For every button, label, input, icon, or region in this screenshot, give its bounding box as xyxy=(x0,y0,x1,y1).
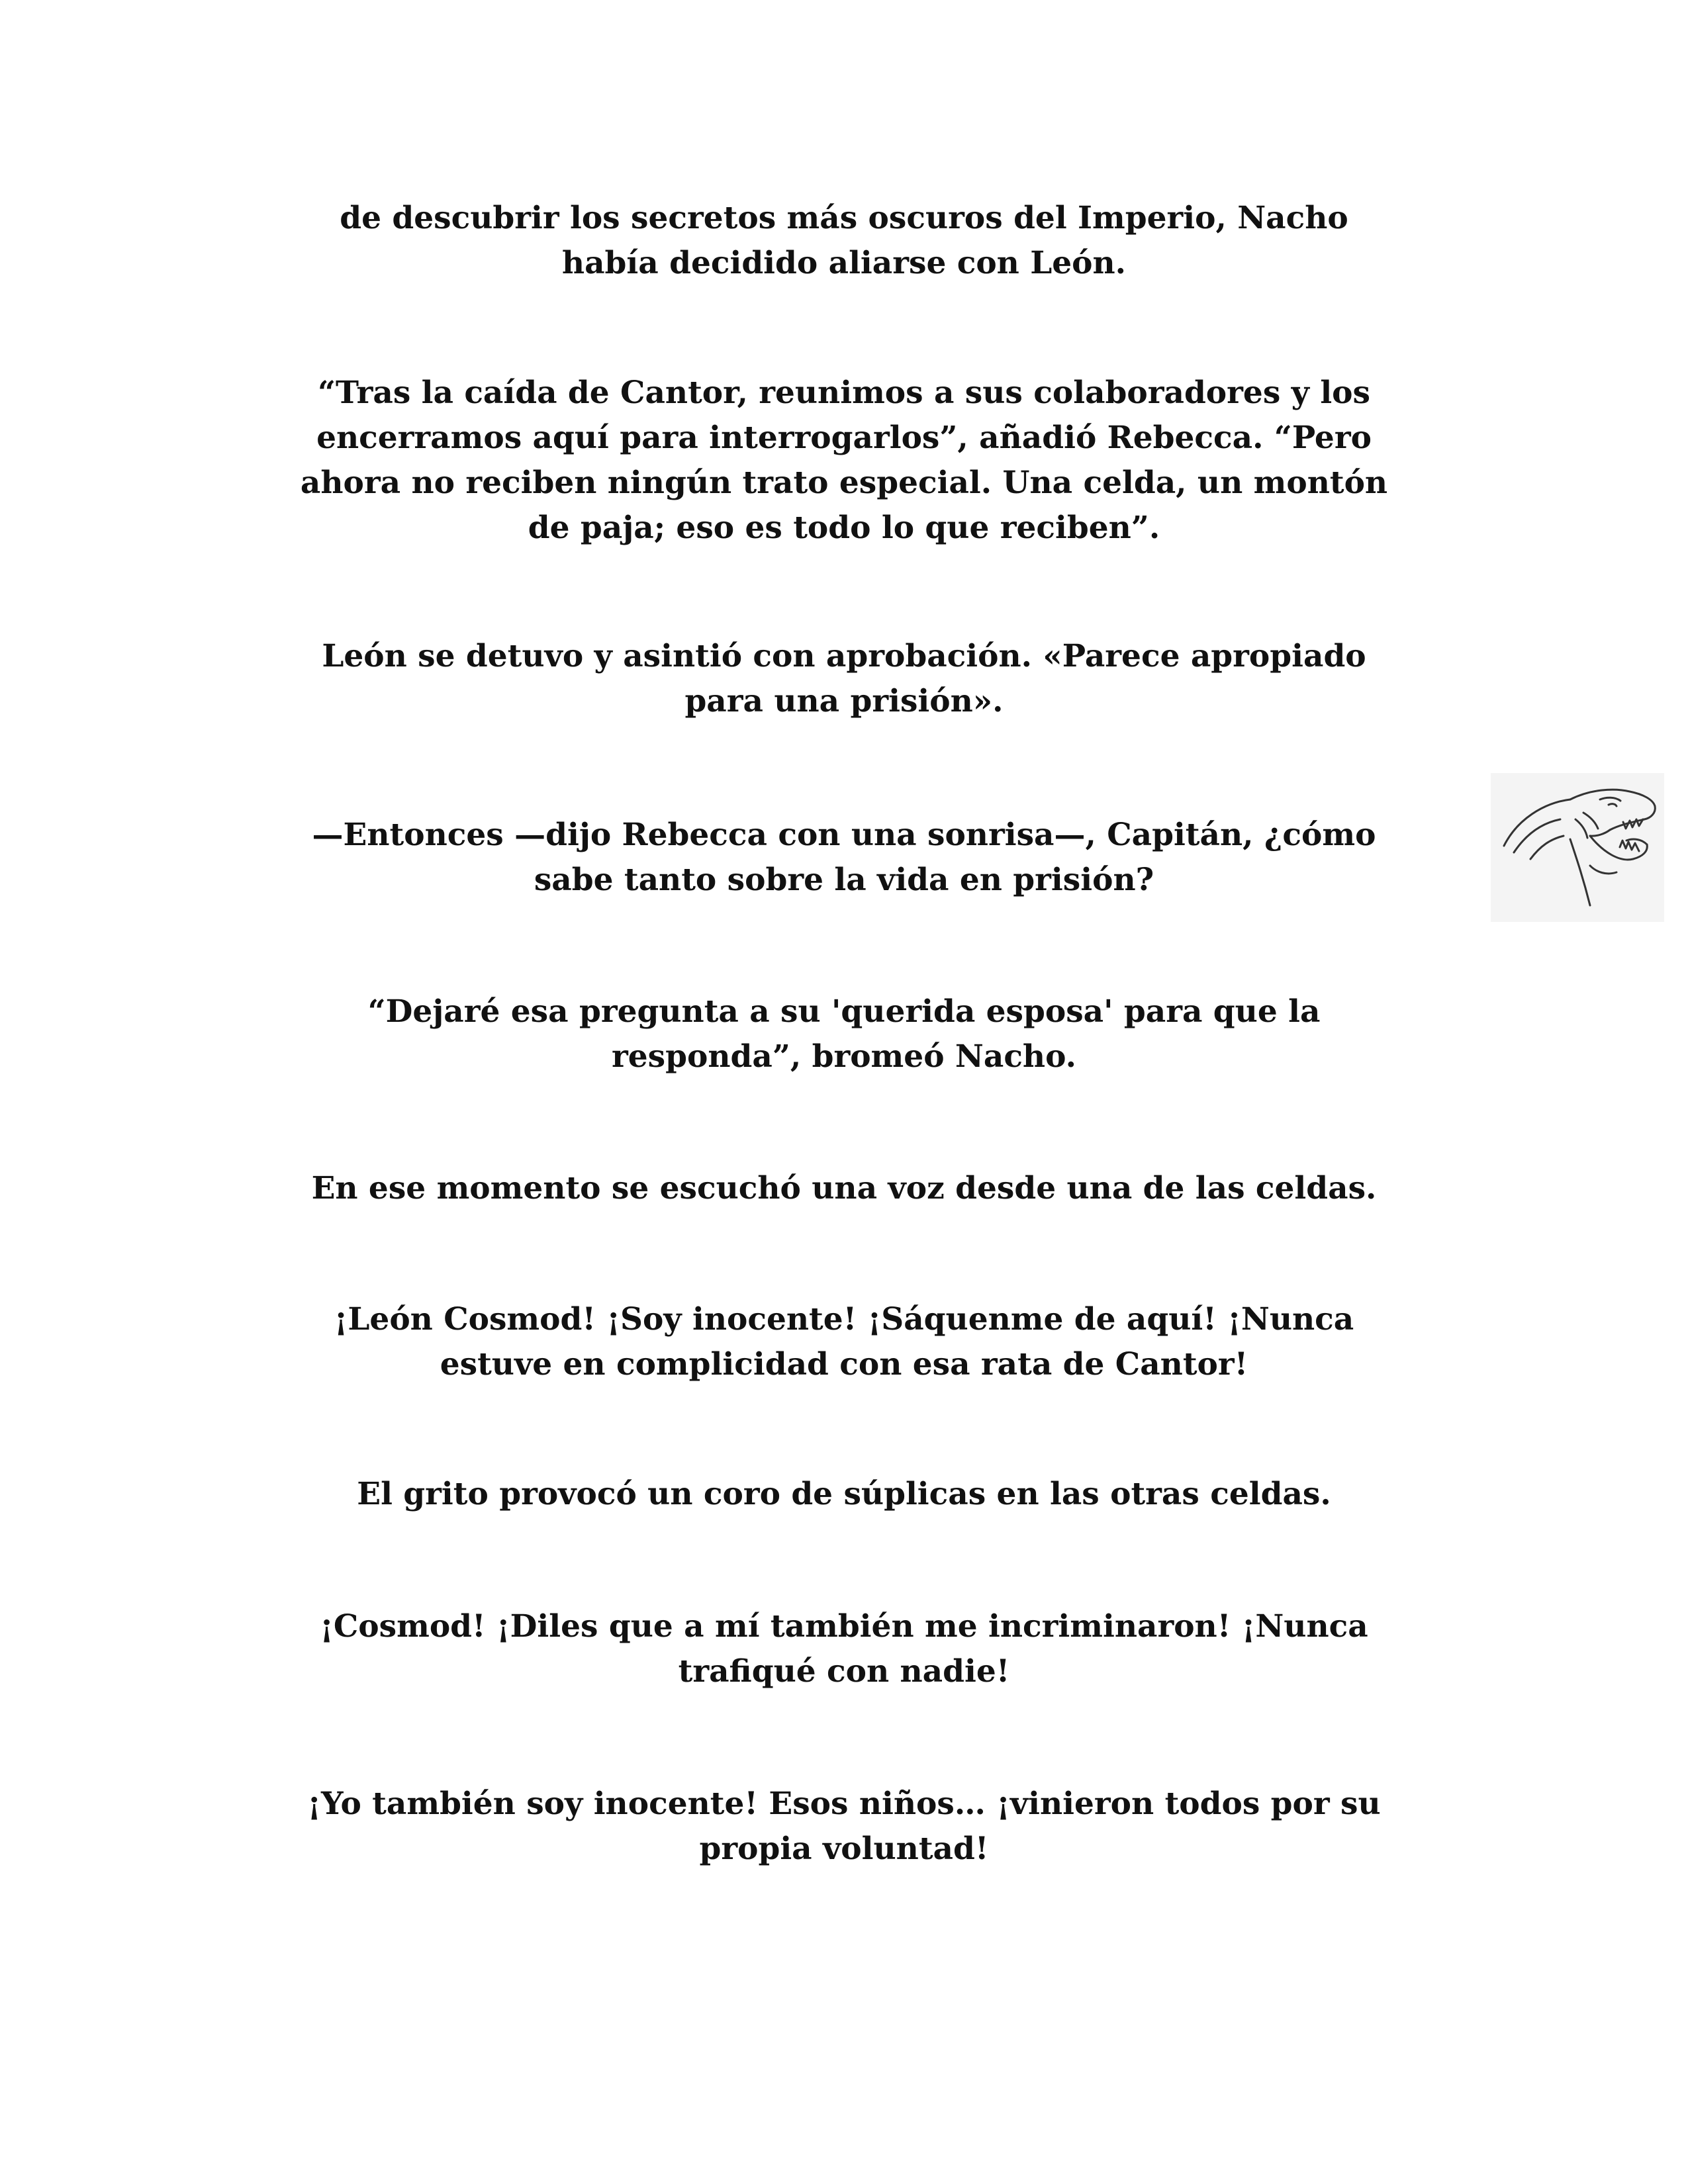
text-line: propia voluntad! xyxy=(699,1831,989,1867)
text-line: trafiqué con nadie! xyxy=(678,1653,1010,1690)
paragraph-2 xyxy=(218,371,1470,551)
text-line: ¡Cosmod! ¡Diles que a mí también me incriminaron! ¡Nunca xyxy=(320,1608,1368,1645)
text-line: para una prisión». xyxy=(684,683,1004,719)
text-line: de descubrir los secretos más oscuros del Imperio, Nacho xyxy=(340,200,1348,236)
paragraph-6 xyxy=(218,1166,1470,1211)
text-line: En ese momento se escuchó una voz desde una de las celdas. xyxy=(311,1170,1377,1206)
text-line: “Tras la caída de Cantor, reunimos a sus colaboradores y los xyxy=(318,375,1370,411)
paragraph-3 xyxy=(218,634,1470,724)
text-line: sabe tanto sobre la vida en prisión? xyxy=(534,862,1154,898)
paragraph-9 xyxy=(218,1604,1470,1694)
paragraph-5 xyxy=(218,989,1470,1079)
text-line: de paja; eso es todo lo que reciben”. xyxy=(528,510,1160,546)
paragraph-8 xyxy=(218,1472,1470,1517)
text-line: ahora no reciben ningún trato especial. Una celda, un montón xyxy=(300,465,1388,501)
text-line: El grito provocó un coro de súplicas en las otras celdas. xyxy=(357,1476,1331,1512)
text-line: responda”, bromeó Nacho. xyxy=(612,1038,1076,1075)
paragraph-4 xyxy=(218,813,1470,903)
text-line: encerramos aquí para interrogarlos”, añadió Rebecca. “Pero xyxy=(316,420,1372,456)
text-line: había decidido aliarse con León. xyxy=(561,245,1127,281)
text-line: —Entonces —dijo Rebecca con una sonrisa—, Capitán, ¿cómo xyxy=(312,817,1376,853)
text-line: estuve en complicidad con esa rata de Cantor! xyxy=(440,1346,1248,1383)
paragraph-1 xyxy=(218,196,1470,286)
text-line: ¡León Cosmod! ¡Soy inocente! ¡Sáquenme de aquí! ¡Nunca xyxy=(334,1301,1354,1338)
paragraph-7 xyxy=(218,1297,1470,1387)
text-line: ¡Yo también soy inocente! Esos niños… ¡vinieron todos por su xyxy=(307,1786,1381,1822)
dinosaur-head-icon xyxy=(1491,773,1664,922)
paragraph-10 xyxy=(218,1782,1470,1872)
text-line: “Dejaré esa pregunta a su 'querida esposa' para que la xyxy=(367,993,1321,1030)
text-line: León se detuvo y asintió con aprobación. «Parece apropiado xyxy=(322,638,1366,674)
